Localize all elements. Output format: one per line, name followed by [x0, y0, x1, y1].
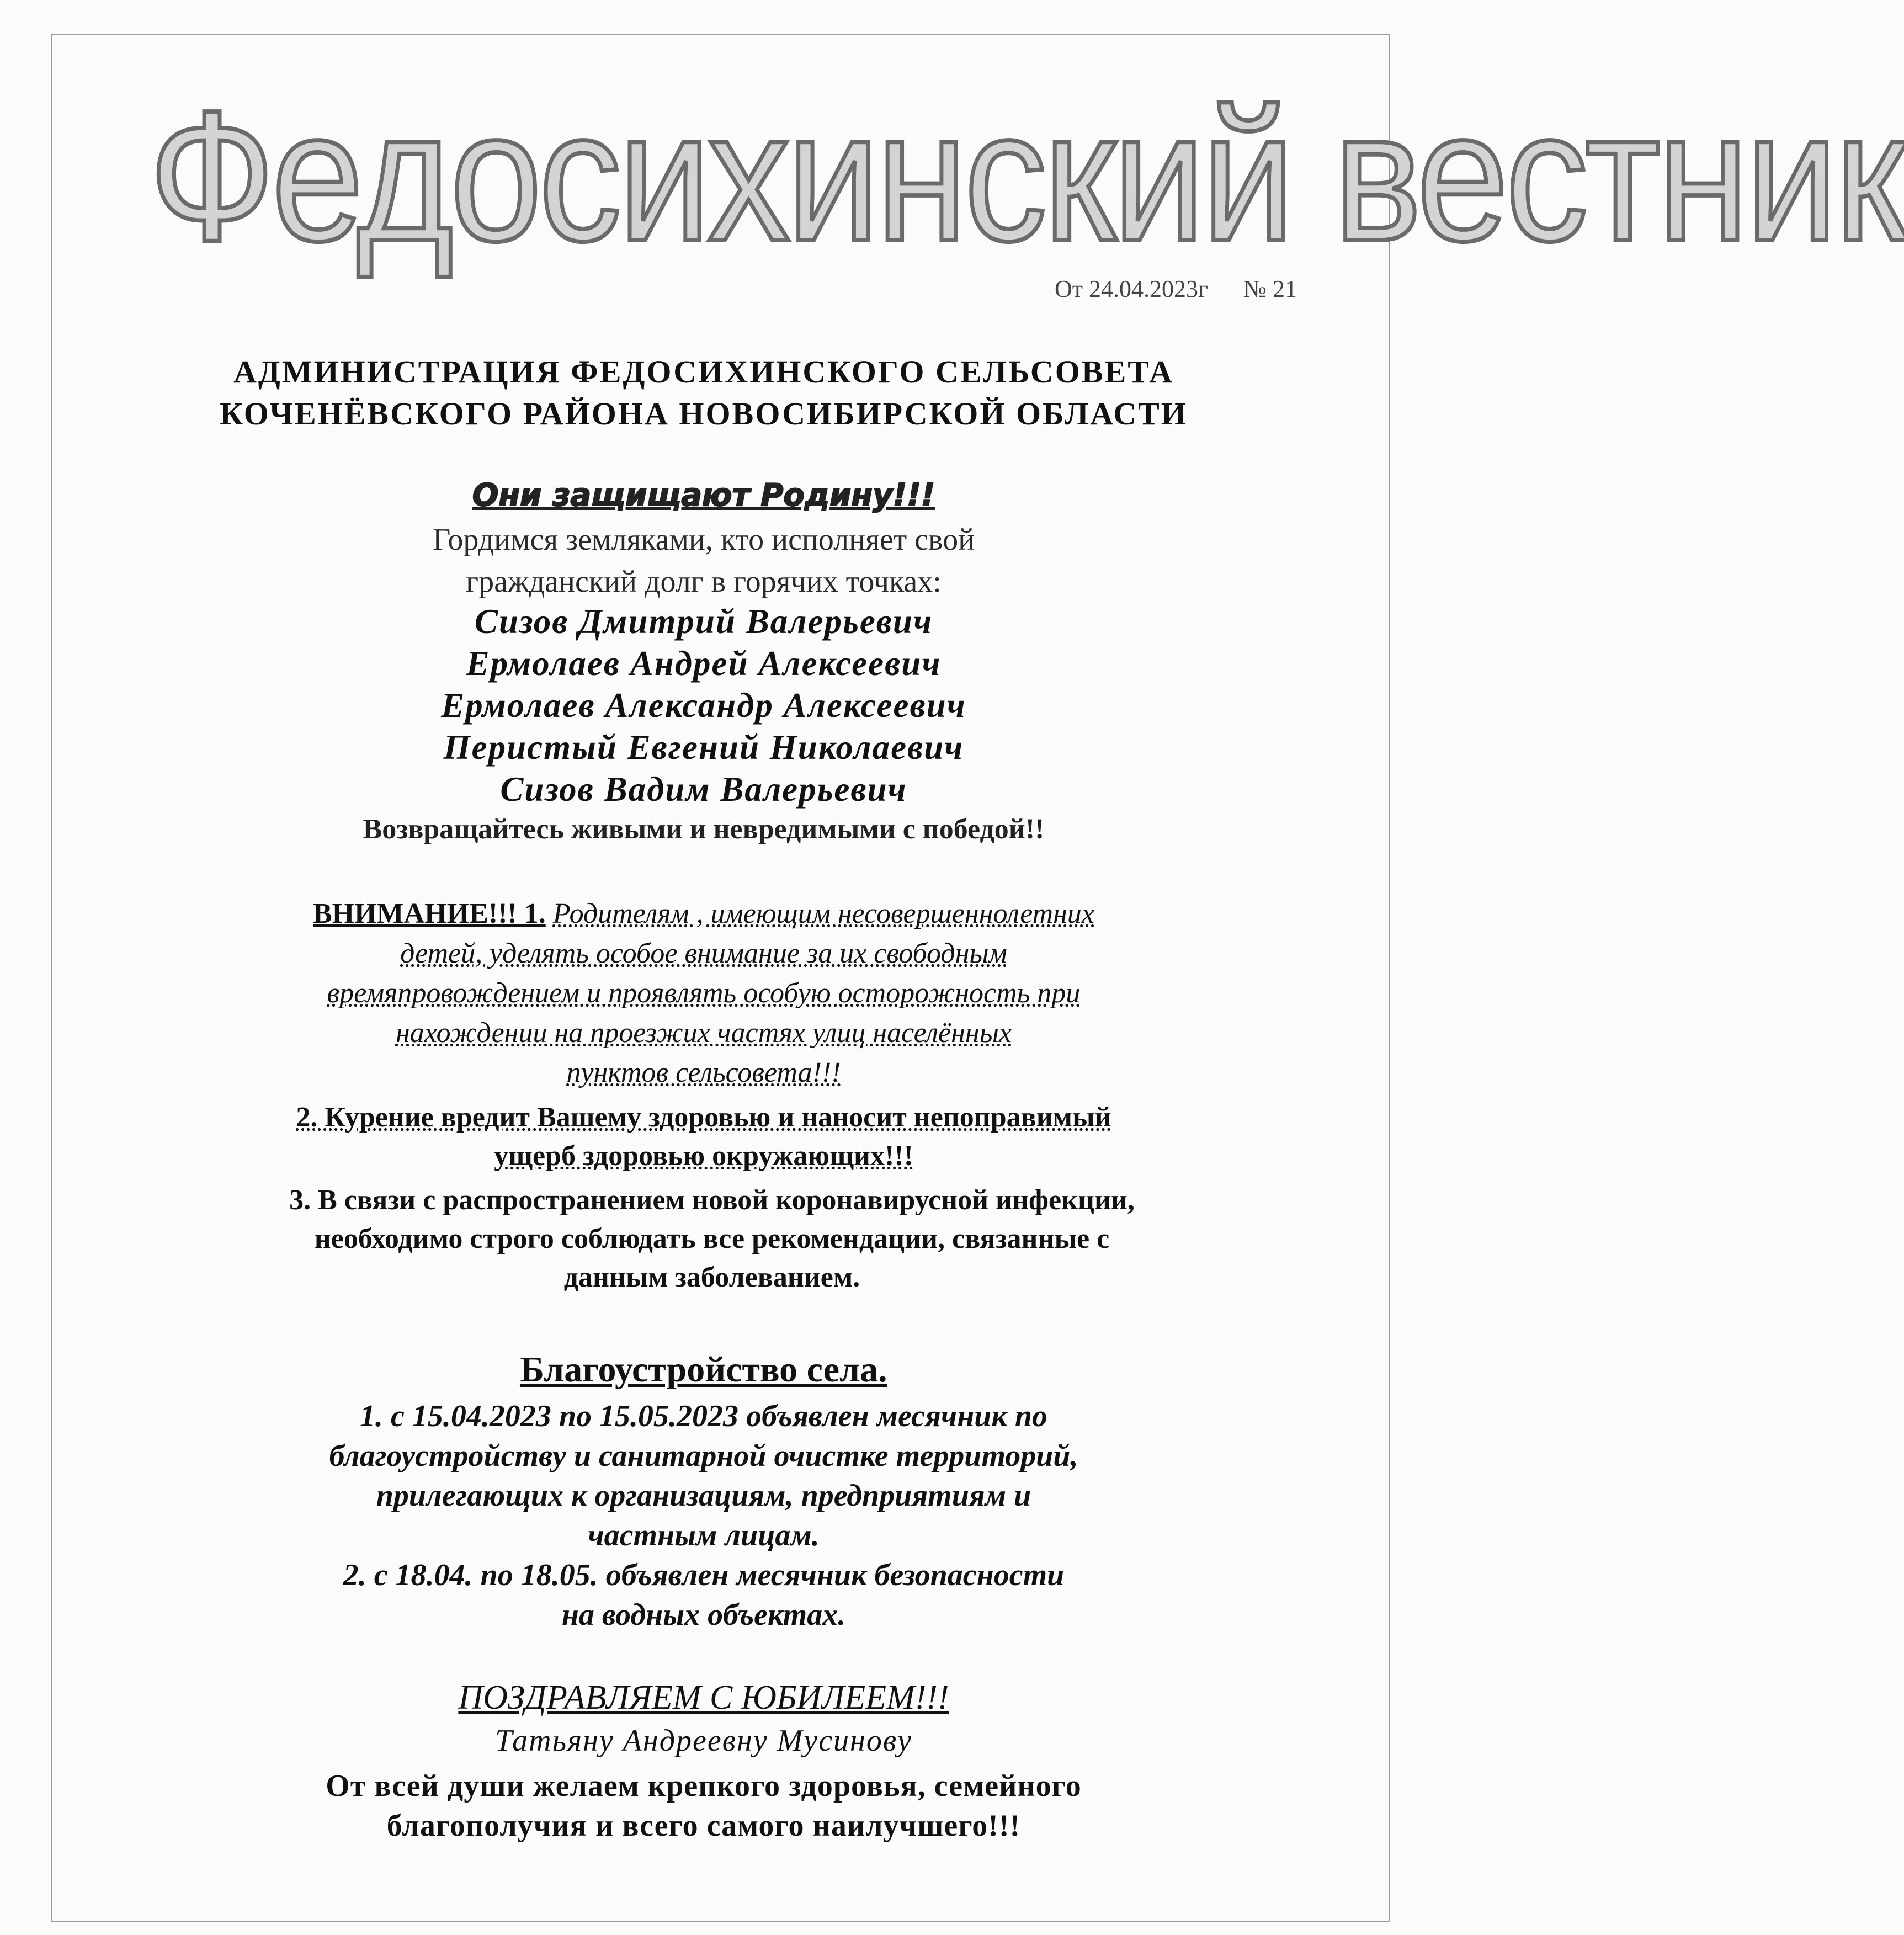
- defenders-title: Они защищают Родину!!!: [472, 477, 935, 513]
- attention-section: [110, 894, 1297, 1093]
- defenders-intro: [94, 519, 1313, 603]
- administration-line: КОЧЕНЁВСКОГО РАЙОНА НОВОСИБИРСКОЙ ОБЛАСТИ: [220, 396, 1188, 432]
- congratulations-name: Татьяну Андреевну Мусинову: [495, 1724, 912, 1758]
- issue-date: От 24.04.2023г: [1054, 275, 1209, 302]
- improvement-title: Благоустройство села.: [520, 1349, 887, 1390]
- smoking-line: 2. Курение вредит Вашему здоровью и наносит непоправимый: [296, 1102, 1111, 1133]
- improvement-line: частным лицам.: [588, 1518, 820, 1553]
- newspaper-masthead: Федосихинский вестник: [149, 72, 1904, 280]
- issue-number: № 21: [1243, 275, 1297, 302]
- improvement-line: прилегающих к организациям, предприятиям и: [376, 1479, 1031, 1513]
- improvement-line: на водных объектах.: [561, 1598, 846, 1632]
- wishes-line: От всей души желаем крепкого здоровья, семейного: [326, 1769, 1082, 1803]
- covid-line: данным заболеванием.: [563, 1262, 860, 1293]
- defenders-names: [94, 600, 1313, 810]
- attention-line: времяпровождением и проявлять особую осторожность при: [327, 977, 1081, 1009]
- intro-line: гражданский долг в горячих точках:: [466, 565, 942, 599]
- defender-name: Сизов Вадим Валерьевич: [500, 770, 907, 809]
- administration-line: АДМИНИСТРАЦИЯ ФЕДОСИХИНСКОГО СЕЛЬСОВЕТА: [233, 354, 1174, 390]
- issue-info: [1055, 275, 1297, 303]
- attention-item1-text: Родителям , имеющим несовершеннолетних: [552, 898, 1095, 929]
- improvement-line: благоустройству и санитарной очистке территорий,: [329, 1439, 1078, 1473]
- defender-name: Ермолаев Александр Алексеевич: [441, 686, 966, 725]
- congratulations-title: ПОЗДРАВЛЯЕМ С ЮБИЛЕЕМ!!!: [458, 1679, 949, 1716]
- covid-line: 3. В связи с распространением новой коронавирусной инфекции,: [289, 1184, 1135, 1216]
- attention-item2: [94, 1098, 1313, 1176]
- improvement-section: [94, 1396, 1313, 1635]
- defender-name: Сизов Дмитрий Валерьевич: [474, 602, 933, 641]
- attention-item3: [105, 1181, 1319, 1297]
- attention-label: ВНИМАНИЕ!!! 1.: [312, 898, 546, 929]
- intro-line: Гордимся земляками, кто исполняет свой: [432, 523, 975, 557]
- attention-line: нахождении на проезжих частях улиц населённых: [395, 1017, 1012, 1049]
- improvement-line: 2. с 18.04. по 18.05. объявлен месячник безопасности: [343, 1558, 1065, 1592]
- covid-line: необходимо строго соблюдать все рекомендации, связанные с: [314, 1223, 1110, 1254]
- congratulations-wishes: [94, 1766, 1313, 1846]
- improvement-line: 1. с 15.04.2023 по 15.05.2023 объявлен месячник по: [360, 1399, 1047, 1433]
- attention-line: пунктов сельсовета!!!: [566, 1057, 841, 1088]
- wishes-line: благополучия и всего самого наилучшего!!!: [386, 1809, 1021, 1843]
- attention-line: детей, уделять особое внимание за их свободным: [400, 938, 1007, 969]
- attention-first-line: [110, 894, 1297, 934]
- administration-heading: [94, 351, 1313, 435]
- defender-name: Ермолаев Андрей Алексеевич: [466, 644, 942, 683]
- smoking-line: ущерб здоровью окружающих!!!: [494, 1140, 913, 1172]
- defender-name: Перистый Евгений Николаевич: [443, 728, 964, 767]
- defenders-closing: Возвращайтесь живыми и невредимыми с победой!!: [363, 814, 1045, 845]
